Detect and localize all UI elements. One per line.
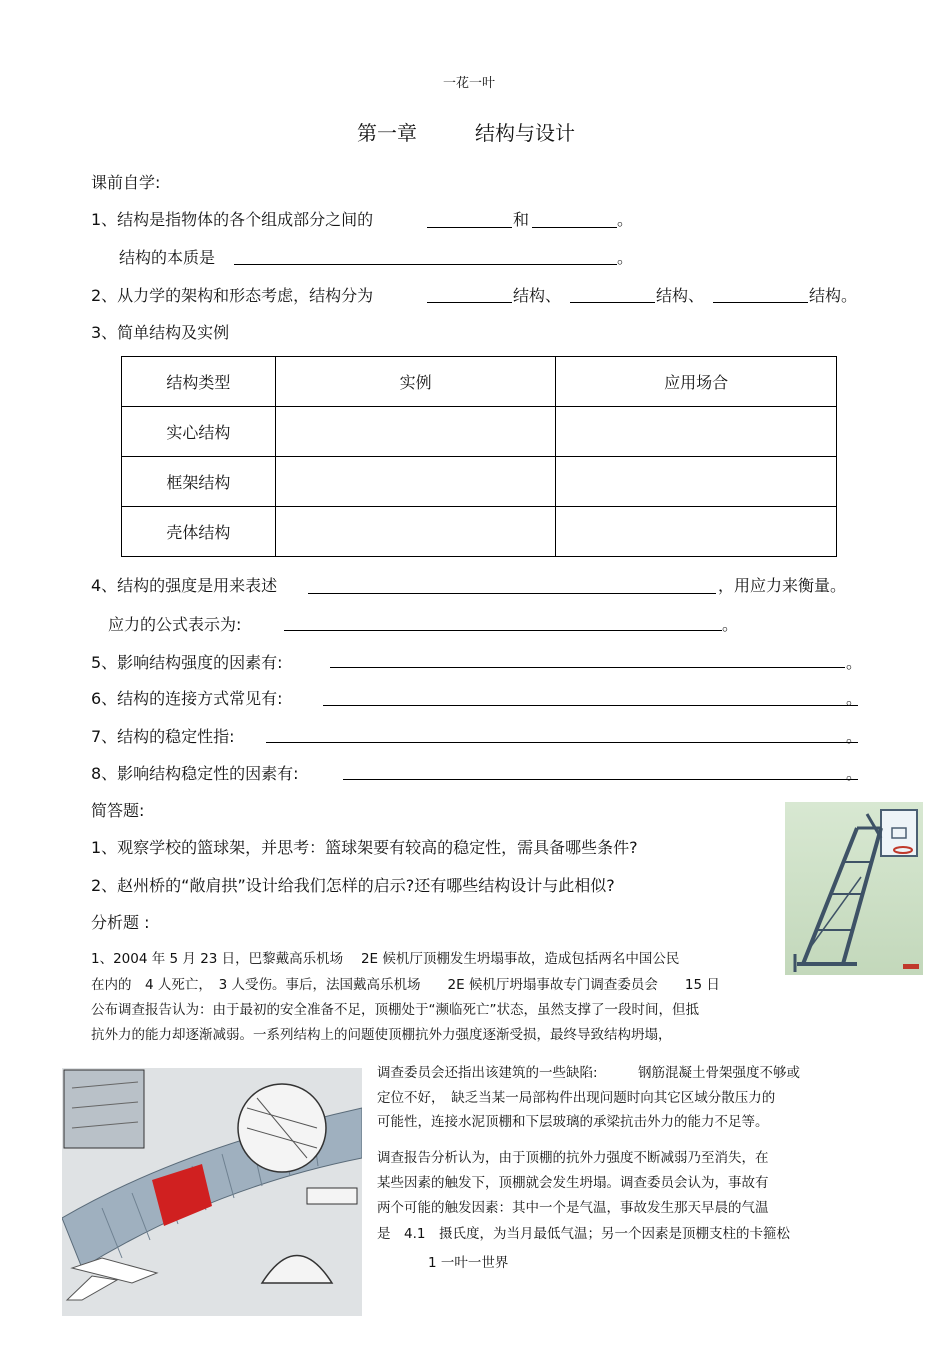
analysis-right-line: 某些因素的触发下，顶棚就会发生坍塌。调查委员会认为，事故有 — [377, 1175, 769, 1191]
q2-blank-1[interactable] — [427, 302, 512, 303]
table-row — [122, 407, 837, 457]
table-cell-application[interactable] — [556, 457, 837, 507]
analysis-line: 1、2004 年 5 月 23 日，巴黎戴高乐机场 2E 候机厅顶棚发生坍塌事故，造成包括两名中国公民 — [91, 951, 680, 967]
page-header: 一花一叶 — [443, 76, 496, 91]
analysis-line: 在内的 4 人死亡， 3 人受伤。事后，法国戴高乐机场 2E 候机厅坍塌事故专门调查委员会 15 日 — [91, 977, 720, 993]
page-footer: 1 一叶一世界 — [428, 1255, 509, 1271]
q1-blank-2[interactable] — [532, 227, 617, 228]
table-cell-type: 框架结构 — [122, 457, 276, 507]
structure-table — [121, 356, 837, 557]
q5-blank[interactable] — [330, 667, 845, 668]
q8-text: 8、影响结构稳定性的因素有: — [91, 764, 299, 783]
q2-text: 2、从力学的架构和形态考虑，结构分为 — [91, 286, 374, 305]
q2-type-2: 结构、 — [656, 286, 705, 305]
q1-blank-1[interactable] — [427, 227, 512, 228]
q5-end: 。 — [846, 653, 863, 672]
analysis-right-line: 调查报告分析认为，由于顶棚的抗外力强度不断减弱乃至消失，在 — [377, 1150, 769, 1166]
q6-blank[interactable] — [323, 705, 858, 706]
table-header: 结构类型 — [122, 357, 276, 407]
basketball-stand-icon — [785, 802, 923, 975]
table-header-row — [122, 357, 837, 407]
table-cell-example[interactable] — [275, 407, 556, 457]
q1-essence-end: 。 — [617, 248, 634, 267]
q6-end: 。 — [846, 689, 863, 708]
chapter-title: 结构与设计 — [475, 121, 575, 145]
short-q2: 2、赵州桥的“敞肩拱”设计给我们怎样的启示?还有哪些结构设计与此相似? — [91, 876, 615, 895]
q7-end: 。 — [846, 727, 863, 746]
section-self-study: 课前自学: — [91, 173, 161, 192]
chapter-number: 第一章 — [357, 121, 417, 145]
table-cell-application[interactable] — [556, 507, 837, 557]
section-analysis: 分析题 : — [91, 913, 150, 932]
q4-after: ，用应力来衡量。 — [718, 576, 847, 595]
table-row — [122, 507, 837, 557]
table-cell-example[interactable] — [275, 457, 556, 507]
basketball-stand-image — [785, 802, 923, 975]
q2-type-3: 结构。 — [809, 286, 858, 305]
q7-blank[interactable] — [266, 742, 858, 743]
analysis-right-line: 是 4.1 摄氏度，为当月最低气温；另一个因素是顶棚支柱的卡箍松 — [377, 1226, 790, 1242]
q7-text: 7、结构的稳定性指: — [91, 727, 235, 746]
q4-formula-end: 。 — [722, 615, 739, 634]
q4-text: 4、结构的强度是用来表述 — [91, 576, 278, 595]
analysis-right-line: 调查委员会还指出该建筑的一些缺陷: 钢筋混凝土骨架强度不够或 — [377, 1065, 801, 1081]
q1-end: 。 — [617, 210, 634, 229]
analysis-right-line: 两个可能的触发因素：其中一个是气温，事故发生那天早晨的气温 — [377, 1200, 769, 1216]
table-cell-type: 实心结构 — [122, 407, 276, 457]
q6-text: 6、结构的连接方式常见有: — [91, 689, 283, 708]
airport-terminal-image — [62, 1068, 362, 1316]
q2-type-1: 结构、 — [513, 286, 562, 305]
section-short-answer: 简答题: — [91, 801, 145, 820]
q4-formula: 应力的公式表示为: — [108, 615, 242, 634]
q1-and: 和 — [513, 210, 530, 229]
table-header: 实例 — [275, 357, 556, 407]
analysis-right-line: 可能性，连接水泥顶棚和下层玻璃的承梁抗击外力的能力不足等。 — [377, 1114, 769, 1130]
q3-text: 3、简单结构及实例 — [91, 323, 230, 342]
table-header: 应用场合 — [556, 357, 837, 407]
short-q1: 1、观察学校的篮球架，并思考：篮球架要有较高的稳定性，需具备哪些条件? — [91, 838, 638, 857]
analysis-right-line: 定位不好， 缺乏当某一局部构件出现问题时向其它区域分散压力的 — [377, 1090, 776, 1106]
table-cell-example[interactable] — [275, 507, 556, 557]
analysis-line: 公布调查报告认为：由于最初的安全准备不足，顶棚处于“濒临死亡”状态，虽然支撑了一段时间，但抵 — [91, 1002, 699, 1018]
q2-blank-2[interactable] — [570, 302, 655, 303]
q2-blank-3[interactable] — [713, 302, 808, 303]
table-row — [122, 457, 837, 507]
q4-blank[interactable] — [308, 593, 716, 594]
q5-text: 5、影响结构强度的因素有: — [91, 653, 283, 672]
q8-end: 。 — [846, 764, 863, 783]
terminal-diagram-icon — [62, 1068, 362, 1316]
q1-essence-blank[interactable] — [234, 264, 617, 265]
table-cell-application[interactable] — [556, 407, 837, 457]
q8-blank[interactable] — [343, 779, 858, 780]
table-cell-type: 壳体结构 — [122, 507, 276, 557]
q4-formula-blank[interactable] — [284, 630, 722, 631]
q1-essence: 结构的本质是 — [119, 248, 216, 267]
q1-text: 1、结构是指物体的各个组成部分之间的 — [91, 210, 374, 229]
analysis-line: 抗外力的能力却逐渐减弱。一系列结构上的问题使顶棚抗外力强度逐渐受损，最终导致结构坍塌， — [91, 1027, 672, 1043]
